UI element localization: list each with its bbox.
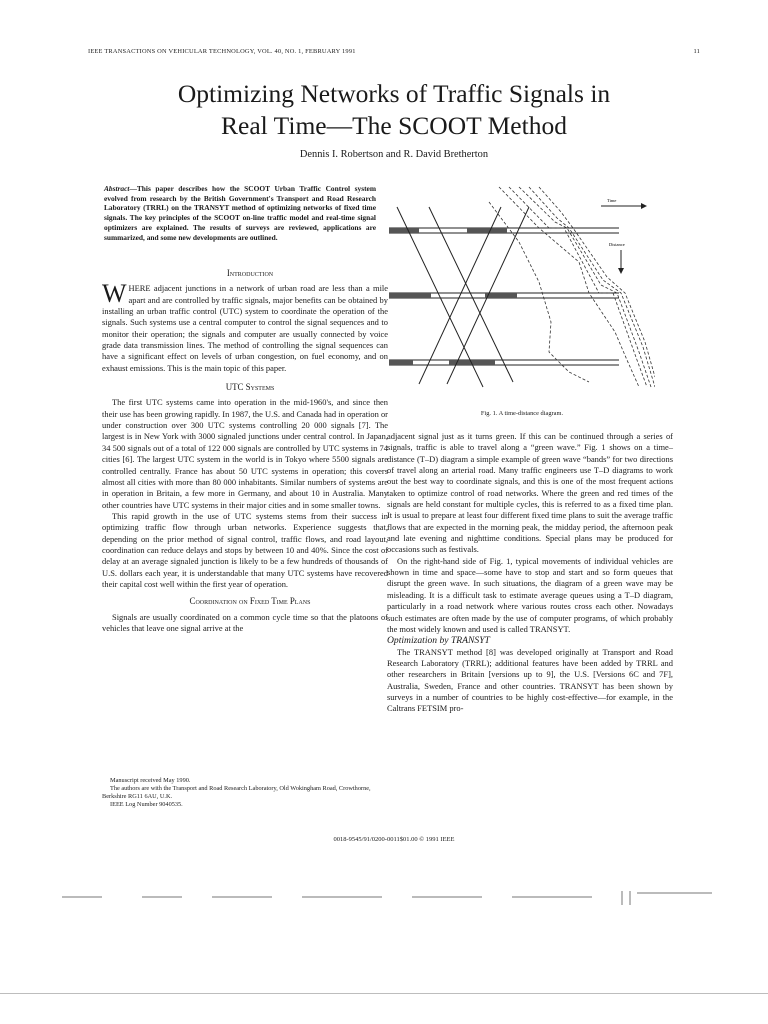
copyright-line: 0018-9545/91/0200-0011$01.00 © 1991 IEEE xyxy=(333,836,455,843)
right-column xyxy=(387,431,673,715)
figure-caption: Fig. 1. A time-distance diagram. xyxy=(480,410,564,417)
scan-artifact-line xyxy=(62,887,742,907)
title-line-1: Optimizing Networks of Traffic Signals in xyxy=(177,79,611,108)
abstract-label: Abstract xyxy=(104,184,130,193)
scan-bottom-line xyxy=(0,993,768,994)
utc-paragraph-2: This rapid growth in the use of UTC systems stems from their success in optimizing traffic flow through urban networks. Experience suggests that, depending on the prior method of signal control, traffic flows, and road layout, coordination can reduce delays and stops by between 10 and 40%. Since the cost of delay at an average signaled junction is likely to be a few hundreds of thousands of U.S. dollars each year, it is understandable that many UTC systems have recovered their capital cost well within the first year of operation. xyxy=(102,510,388,589)
distance-axis-label: Distance xyxy=(609,242,625,247)
footnote-affiliation: The authors are with the Transport and Road Research Laboratory, Old Wokingham Road, Crowthorne, Berkshire RG11 6AU, U.K. xyxy=(102,785,371,800)
right-paragraph-2: On the right-hand side of Fig. 1, typical movements of individual vehicles are shown in time and space—some have to stop and start and so form queues that disrupt the green wave. In such situations, the diagram of a green wave may be misleading. It is a difficult task to estimate average queues using a T–D diagram, particularly in a road network where various routes cross each other. Nowadays such estimates are often made by the use of computer programs, of which probably the most widely known and used is called TRANSYT. xyxy=(387,555,673,634)
footnote xyxy=(102,777,374,809)
subsection-heading-transyt: Optimization by TRANSYT xyxy=(387,635,490,647)
page-number: 11 xyxy=(693,48,700,55)
coord-paragraph-1: Signals are usually coordinated on a common cycle time so that the platoons of vehicles that leave one signal arrive at the xyxy=(102,611,388,633)
intro-paragraph: WHERE adjacent junctions in a network of urban road are less than a mile apart and are controlled by traffic signals, major benefits can be obtained by installing an urban traffic control (UTC) system to coordinate the operation of the signals. Such systems use a central computer to control the signal sequences and to monitor their operation; the signals and computer are usually connected by voice grade data transmission lines. The method of controlling the signal sequences can have a significant effect on levels of urban congestion, on fuel economy, and on exhaust emissions. This is the main topic of this paper. xyxy=(102,279,388,373)
section-heading-coordination: Coordination on Fixed Time Plans xyxy=(189,596,311,607)
footnote-received: Manuscript received May 1990. xyxy=(110,777,191,784)
authors: Dennis I. Robertson and R. David Bretherton xyxy=(299,149,489,160)
section-heading-utc: UTC Systems xyxy=(225,382,275,393)
drop-cap: W xyxy=(102,279,127,309)
time-distance-diagram xyxy=(389,182,655,398)
section-heading-introduction: Introduction xyxy=(226,268,274,278)
right-paragraph-3: The TRANSYT method [8] was developed originally at Transport and Road Research Laboratory (TRRL); additional features have been added by TRRL and other researchers in Britain [versions up to 9], the U.S. [Versions 6C and 7F], Australia, Sweden, France and other countries. TRANSYT has been shown by surveys in a number of countries to be highly cost-effective—for example, in the Caltrans FETSIM pro- xyxy=(387,646,673,714)
journal-name: IEEE TRANSACTIONS ON VEHICULAR TECHNOLOGY, VOL. 40, NO. 1, FEBRUARY 1991 xyxy=(88,48,356,55)
left-column xyxy=(102,268,388,634)
paper-title xyxy=(88,78,700,142)
utc-paragraph-1: The first UTC systems came into operation in the mid-1960's, and since then their use has been growing rapidly. In 1987, the U.S. and Canada had in operation or under construction over 300 UTC systems controlling 20 000 signals [7]. The largest is in New York with 3000 signaled junctions under central control. In Japan, 34 500 signals out of a total of 122 000 signals are controlled by UTC systems in 74 cities [6]. The largest UTC system in the world is in Tokyo where 5500 signals are controlled centrally. France has about 50 UTC systems in operation; this covers almost all cities with more than 80 000 inhabitants. Similar numbers of systems are in operation in Britain, a few more in Germany, and about 10 in Australia. Many other countries have UTC systems in their major cities and in some smaller towns. xyxy=(102,397,388,510)
right-paragraph-1: adjacent signal just as it turns green. If this can be continued through a series of signals, traffic is able to travel along a “green wave.” Fig. 1 shows on a time–distance (T–D) diagram a simple example of green wave “bands” for two directions of travel along an arterial road. Many traffic engineers use T–D diagrams to work out the best way to coordinate signals, and this is one of the most frequent actions taken to optimize control of road networks. Where the green and red times of the signals are held constant for multiple cycles, this is referred to as a fixed time plan. It is usual to prepare at least four different fixed time plans to suit the average traffic flows that are expected in the morning peak, the midday period, the afternoon peak and late evening and nighttime conditions. Special plans may be produced for occasions such as festivals. xyxy=(387,431,673,555)
time-axis-label: Time xyxy=(607,198,617,203)
running-header xyxy=(88,48,700,62)
title-line-2: Real Time—The SCOOT Method xyxy=(221,111,567,140)
footnote-log: IEEE Log Number 9040535. xyxy=(110,801,183,808)
abstract xyxy=(104,184,376,242)
abstract-text: —This paper describes how the SCOOT Urban Traffic Control system evolved from research by the British Government's Transport and Road Research Laboratory (TRRL) on the TRANSYT method of optimizing networks of fixed time signals. The key principles of the SCOOT on-line traffic model and real-time signal optimizers are explained. The results of surveys are reviewed, applications are summarized, and some new developments are outlined. xyxy=(104,184,376,242)
